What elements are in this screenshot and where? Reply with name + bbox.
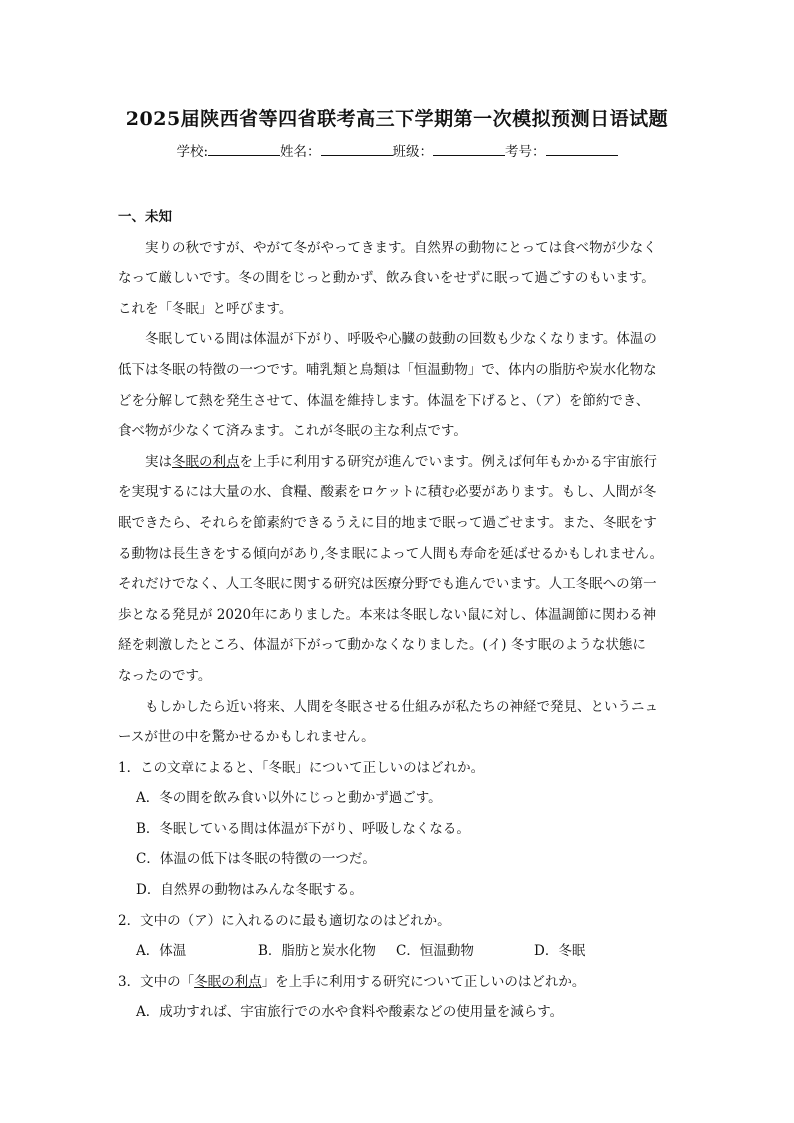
answer-option: C．恒温動物 [396,943,474,960]
exam-content [118,202,684,1028]
question-text: 」を上手に利用する研究について正しいのはどれか。 [261,973,586,990]
passage-line [118,447,684,478]
question-stem: 2．文中の（ア）に入れるのに最も適切なのはどれか。 [118,912,451,929]
passage-line: なったのです。 [118,667,212,684]
class-blank [433,143,505,156]
passage-line: 歩となる発見が 2020年にありました。本来は冬眠しない鼠に対し、体温調節に関わる神 [118,606,657,623]
answer-option-row [118,936,684,967]
passage-line: 冬眠している間は体温が下がり、呼吸や心臓の鼓動の回数も少なくなります。体温の [145,331,657,348]
underlined-phrase: 冬眠の利点 [172,453,240,470]
underlined-phrase: 冬眠の利点 [194,973,262,990]
page-title: 2025届陕西省等四省联考高三下学期第一次模拟预测日语试题 [125,108,669,130]
passage-line: どを分解して熱を発生させて、体温を維持します。体温を下げると、（ア）を節約でき、 [118,392,650,409]
passage-line: ースが世の中を驚かせるかもしれません。 [118,729,375,746]
exam-number-blank [546,143,618,156]
answer-option: A．冬の間を飲み食い以外にじっと動かず過ごす。 [136,790,442,807]
passage-line: もしかしたら近い将来、人間を冬眠させる仕組みが私たちの神経で発見、というニュ [145,698,658,715]
passage-line: 眠できたら、それらを節素約できるうえに目的地まで眠って過ごせます。また、冬眠をす [118,514,657,531]
class-label: 班级： [392,144,434,160]
student-info-line [0,140,794,160]
passage-line: 食べ物が少なくて済みます。これが冬眠の主な利点です。 [118,423,467,440]
name-label: 姓名： [280,144,321,160]
exam-number-label: 考号： [505,144,546,160]
passage-line: 低下は冬眠の特徴の一つです。哺乳類と鳥類は「恒温動物」で、体内の脂肪や炭水化物な [118,361,657,378]
passage-text: 実は [145,453,172,470]
school-label: 学校: [176,144,209,160]
answer-option: A．体温 [136,943,187,960]
school-blank [208,143,280,156]
passage-line: これを「冬眠」と呼びます。 [118,300,293,317]
name-blank [321,143,393,156]
question-stem: 1．この文章によると、「冬眠」について正しいのはどれか。 [118,759,485,776]
passage-line: る動物は長生きをする傾向があり,冬ま眠によって人間も寿命を延ばせるかもしれません。 [118,545,664,562]
answer-option: C．体温の低下は冬眠の特徴の一つだ。 [136,851,376,868]
section-heading: 一、未知 [118,209,172,225]
answer-option: B．冬眠している間は体温が下がり、呼吸しなくなる。 [136,820,470,837]
passage-line: 経を刺激したところ、体温が下がって動かなくなりました。(イ) 冬す眠のような状態に [118,637,646,654]
passage-line: なって厳しいです。冬の間をじっと動かず、飲み食いをせずに眠って過ごすのもいます。 [118,270,655,287]
question-text: 3．文中の「 [118,973,195,990]
passage-text: を上手に利用する研究が進んでいます。例えば何年もかかる宇宙旅行 [239,453,657,470]
answer-option: A．成功すれば、宇宙旅行での水や食料や酸素などの使用量を減らす。 [136,1004,564,1021]
passage-line: 実りの秋ですが、やがて冬がやってきます。自然界の動物にとっては食べ物が少なく [145,239,657,256]
passage-line: それだけでなく、人工冬眠に関する研究は医療分野でも進んでいます。人工冬眠への第一 [118,576,657,593]
answer-option: D．自然界の動物はみんな冬眠する。 [136,882,363,899]
answer-option: D．冬眠 [534,943,586,960]
passage-line: を実現するには大量の水、食糧、酸素をロケットに積む必要があります。もし、人間が冬 [118,484,657,501]
answer-option: B．脂肪と炭水化物 [258,943,376,960]
question-stem [118,967,684,998]
